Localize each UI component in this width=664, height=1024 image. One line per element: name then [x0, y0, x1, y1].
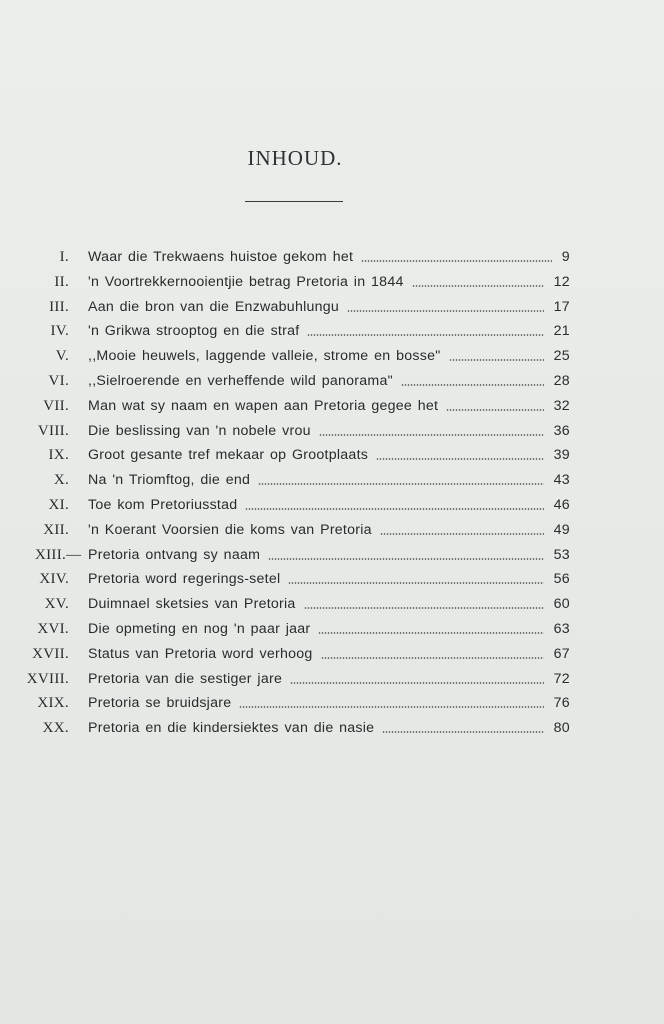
chapter-numeral: IX. — [48, 447, 69, 464]
title-rule-divider — [245, 201, 343, 202]
chapter-title: Man wat sy naam en wapen aan Pretoria gegee het — [88, 397, 439, 414]
toc-entry — [0, 691, 664, 716]
dot-leader — [380, 533, 544, 535]
dot-leader — [412, 285, 544, 287]
chapter-numeral: VIII. — [37, 422, 69, 439]
chapter-title: Waar die Trekwaens huistoe gekom het — [88, 249, 354, 265]
dot-leader — [318, 632, 544, 634]
page-number: 46 — [553, 496, 570, 513]
chapter-title: ,,Sielroerende en verheffende wild panorama" — [88, 372, 393, 389]
toc-entry — [0, 295, 664, 320]
dot-leader — [304, 607, 544, 609]
dot-leader — [258, 483, 544, 485]
toc-entry — [0, 468, 664, 493]
chapter-numeral: V. — [55, 348, 69, 365]
dot-leader — [347, 310, 544, 312]
toc-entry — [0, 344, 664, 369]
dot-leader — [376, 458, 544, 460]
page-number: 53 — [553, 546, 570, 563]
page-number: 60 — [553, 596, 570, 613]
chapter-title: Pretoria en die kindersiektes van die nasie — [88, 720, 375, 737]
toc-entry — [0, 245, 664, 270]
chapter-numeral: VII. — [43, 397, 69, 414]
chapter-title: Aan die bron van die Enzwabuhlungu — [88, 298, 340, 315]
page-number: 63 — [553, 620, 570, 637]
chapter-numeral: XIX. — [37, 695, 69, 712]
chapter-title: ,,Mooie heuwels, laggende valleie, strome en bosse" — [88, 348, 441, 365]
toc-entry — [0, 493, 664, 518]
dot-leader — [449, 359, 544, 361]
page-number: 72 — [553, 670, 570, 687]
chapter-numeral: XV. — [44, 596, 69, 613]
dot-leader — [288, 582, 544, 584]
toc-entry — [0, 369, 664, 394]
dot-leader — [361, 260, 552, 262]
toc-entry — [0, 567, 664, 592]
chapter-title: Toe kom Pretoriusstad — [88, 496, 238, 513]
chapter-title: Die opmeting en nog 'n paar jaar — [88, 620, 311, 637]
page-number: 39 — [553, 447, 570, 464]
chapter-title: Pretoria word regerings-setel — [88, 571, 281, 588]
chapter-numeral: XVII. — [32, 645, 69, 662]
chapter-numeral: XIII.— — [35, 546, 82, 563]
dot-leader — [307, 334, 544, 336]
page-number: 21 — [553, 323, 570, 340]
chapter-title: Pretoria ontvang sy naam — [88, 546, 261, 563]
chapter-title: Die beslissing van 'n nobele vrou — [88, 422, 311, 439]
dot-leader — [321, 657, 544, 659]
chapter-numeral: XVIII. — [26, 670, 69, 687]
dot-leader — [401, 384, 544, 386]
toc-entry — [0, 443, 664, 468]
dot-leader — [239, 706, 544, 708]
toc-entry — [0, 394, 664, 419]
page-number: 67 — [553, 645, 570, 662]
page-number: 17 — [553, 298, 570, 315]
chapter-title: Na 'n Triomftog, die end — [88, 472, 251, 489]
chapter-numeral: IV. — [50, 323, 69, 340]
chapter-numeral: XI. — [48, 496, 69, 513]
dot-leader — [268, 558, 544, 560]
toc-entry — [0, 319, 664, 344]
chapter-title: 'n Voortrekkernooientjie betrag Pretoria in 1844 — [88, 273, 404, 290]
chapter-title: Status van Pretoria word verhoog — [88, 645, 313, 662]
page-number: 9 — [561, 249, 570, 265]
page-number: 32 — [553, 397, 570, 414]
toc-entry — [0, 642, 664, 667]
chapter-title: 'n Grikwa strooptog en die straf — [88, 323, 300, 340]
dot-leader — [446, 409, 544, 411]
toc-entry — [0, 518, 664, 543]
chapter-title: 'n Koerant Voorsien die koms van Pretoria — [88, 521, 372, 538]
dot-leader — [290, 682, 544, 684]
dot-leader — [245, 508, 544, 510]
table-of-contents — [0, 245, 664, 741]
page-title: INHOUD. — [247, 146, 343, 170]
page-number: 56 — [553, 571, 570, 588]
chapter-numeral: X. — [53, 472, 69, 489]
chapter-numeral: II. — [54, 273, 69, 290]
page-number: 28 — [553, 372, 570, 389]
chapter-numeral: XVI. — [37, 620, 69, 637]
chapter-numeral: VI. — [48, 372, 69, 389]
page-number: 76 — [553, 695, 570, 712]
chapter-title: Duimnael sketsies van Pretoria — [88, 596, 296, 613]
page-number: 49 — [553, 521, 570, 538]
page-number: 25 — [553, 348, 570, 365]
page-number: 36 — [553, 422, 570, 439]
chapter-title: Pretoria van die sestiger jare — [88, 670, 283, 687]
chapter-numeral: XX. — [42, 720, 69, 737]
toc-entry — [0, 667, 664, 692]
chapter-numeral: XII. — [43, 521, 69, 538]
page-number: 43 — [553, 472, 570, 489]
toc-entry — [0, 270, 664, 295]
chapter-title: Groot gesante tref mekaar op Grootplaats — [88, 447, 369, 464]
dot-leader — [319, 434, 544, 436]
toc-entry — [0, 716, 664, 741]
toc-entry — [0, 419, 664, 444]
chapter-numeral: XIV. — [39, 571, 69, 588]
toc-entry — [0, 617, 664, 642]
chapter-numeral: I. — [59, 249, 69, 265]
page-number: 80 — [553, 720, 570, 737]
toc-entry — [0, 592, 664, 617]
chapter-title: Pretoria se bruidsjare — [88, 695, 232, 712]
toc-entry — [0, 543, 664, 568]
page-number: 12 — [553, 273, 570, 290]
chapter-numeral: III. — [49, 298, 69, 315]
dot-leader — [382, 731, 544, 733]
